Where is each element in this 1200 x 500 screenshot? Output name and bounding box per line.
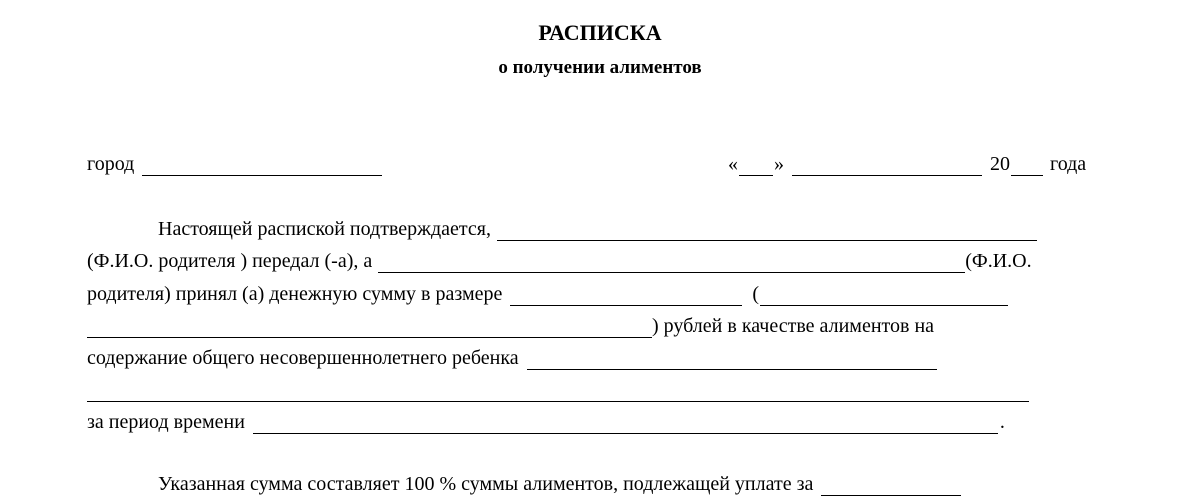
city-line [87, 152, 384, 176]
body-line-5 [87, 346, 939, 370]
amount-words-blank-1 [760, 287, 1008, 306]
line7-end: . [999, 411, 1005, 433]
body-line-4 [87, 314, 934, 338]
line2-text-b: (Ф.И.О. [965, 250, 1032, 272]
document-title: РАСПИСКА [538, 20, 662, 45]
date-line [728, 152, 1086, 176]
quote-close: » [774, 153, 784, 175]
line1-blank [497, 222, 1037, 241]
quote-open: « [728, 153, 738, 175]
period-blank [253, 415, 998, 434]
body-line-7 [87, 410, 1005, 434]
line8-blank [821, 477, 961, 496]
year-suffix: года [1050, 153, 1087, 175]
line3-text-a: родителя) принял (а) денежную сумму в размере [87, 283, 503, 305]
child-blank-1 [527, 351, 937, 370]
body-line-6 [87, 378, 1031, 402]
line8-text: Указанная сумма составляет 100 % суммы алиментов, подлежащей уплате за [158, 473, 814, 495]
document-subtitle: о получении алиментов [498, 57, 702, 78]
line7-text: за период времени [87, 411, 245, 433]
child-blank-2 [87, 383, 1029, 402]
body-line-3 [87, 282, 1010, 306]
city-label: город [87, 153, 135, 175]
line2-text-a: (Ф.И.О. родителя ) передал (-а), а [87, 250, 373, 272]
city-blank [142, 157, 382, 176]
body-line-1 [158, 217, 1039, 241]
line4-text: ) рублей в качестве алиментов на [652, 315, 935, 337]
year-prefix: 20 [990, 153, 1010, 175]
year-blank [1011, 157, 1043, 176]
month-blank [792, 157, 982, 176]
day-blank [739, 157, 773, 176]
line3-text-b: ( [752, 283, 760, 305]
amount-blank [510, 287, 742, 306]
body-line-8 [158, 472, 963, 496]
line2-blank [378, 254, 965, 273]
amount-words-blank-2 [87, 319, 652, 338]
line1-text: Настоящей распиской подтверждается, [158, 218, 491, 240]
line5-text: содержание общего несовершеннолетнего ребенка [87, 347, 519, 369]
body-line-2 [87, 249, 1032, 273]
